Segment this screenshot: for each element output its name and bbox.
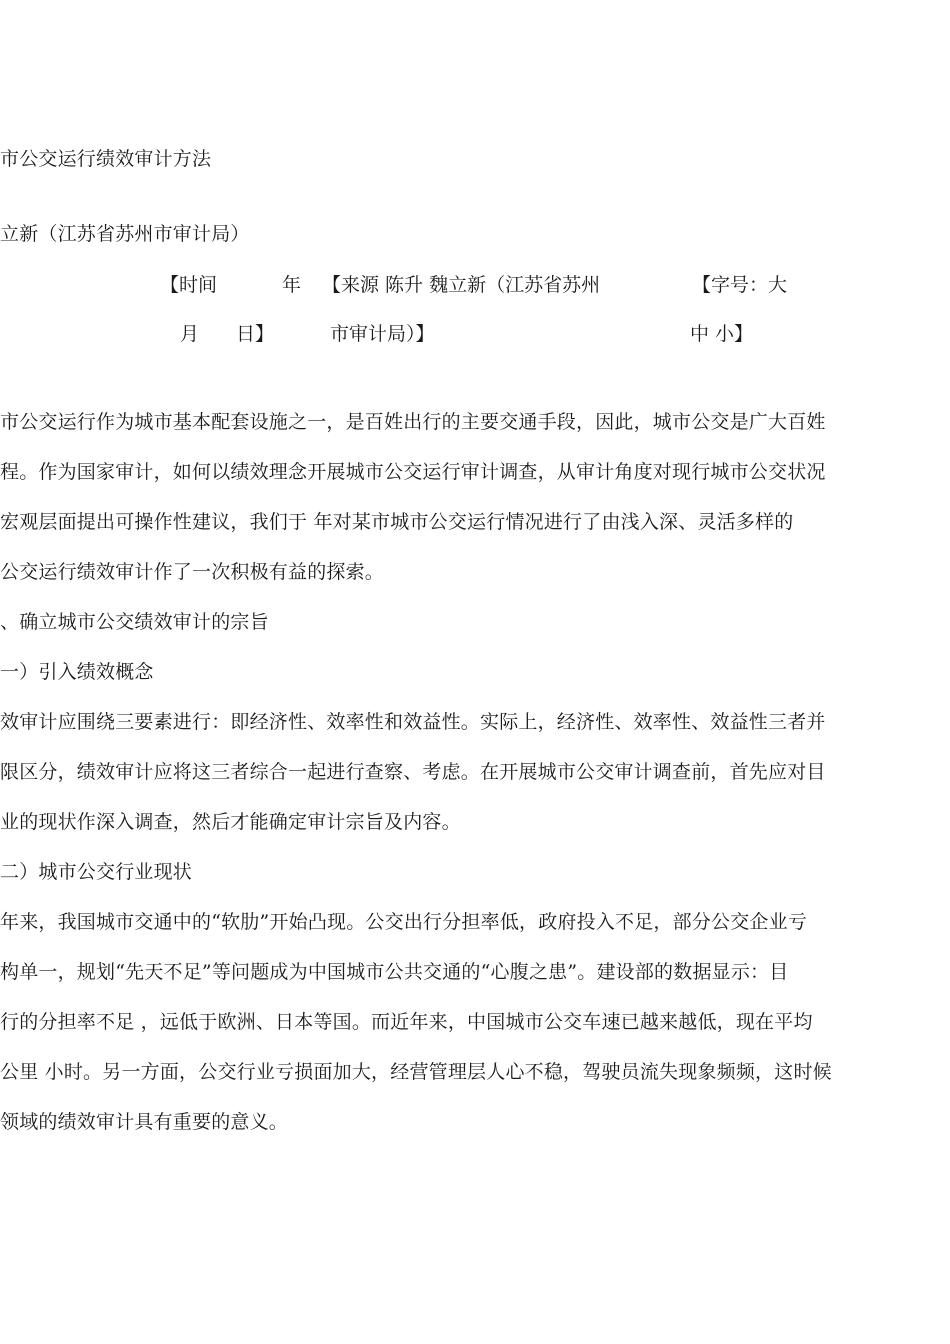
body-line: 限区分，绩效审计应将这三者综合一起进行查察、考虑。在开展城市公交审计调查前，首先应对目 [0, 761, 826, 783]
meta-time-year: 年 [282, 274, 302, 296]
meta-source: 【来源 陈升 魏立新（江苏省苏州 [322, 274, 601, 296]
section-heading: 、确立城市公交绩效审计的宗旨 [0, 611, 269, 633]
meta-font-size-options[interactable]: 中 小】 [690, 323, 754, 345]
meta-time-label: 【时间 [160, 274, 218, 296]
body-line: 领域的绩效审计具有重要的意义。 [0, 1111, 289, 1133]
body-line: 公交运行绩效审计作了一次积极有益的探索。 [0, 561, 385, 583]
meta-source-cont: 市审计局）】 [330, 323, 435, 345]
subsection-heading: 一）引入绩效概念 [0, 661, 154, 683]
author-line: 立新（江苏省苏州市审计局） [0, 223, 250, 245]
body-line: 效审计应围绕三要素进行：即经济性、效率性和效益性。实际上，经济性、效率性、效益性三者并 [0, 711, 826, 733]
body-line: 业的现状作深入调查，然后才能确定审计宗旨及内容。 [0, 811, 461, 833]
meta-font-size[interactable]: 【字号：大 [692, 274, 788, 296]
meta-time-day: 日】 [236, 323, 275, 345]
body-line: 公里 小时。另一方面，公交行业亏损面加大，经营管理层人心不稳，驾驶员流失现象频频，这时候 [0, 1061, 832, 1083]
meta-time-month: 月 [180, 323, 200, 345]
body-line: 年来，我国城市交通中的“软肋”开始凸现。公交出行分担率低，政府投入不足，部分公交企业亏 [0, 911, 808, 933]
document-title: 市公交运行绩效审计方法 [0, 148, 212, 170]
body-line: 行的分担率不足 ，远低于欧洲、日本等国。而近年来，中国城市公交车速已越来越低，现在平均 [0, 1011, 813, 1033]
body-line: 市公交运行作为城市基本配套设施之一，是百姓出行的主要交通手段，因此，城市公交是广大百姓 [0, 411, 826, 433]
body-line: 程。作为国家审计，如何以绩效理念开展城市公交运行审计调查，从审计角度对现行城市公交状况 [0, 461, 826, 483]
subsection-heading: 二）城市公交行业现状 [0, 861, 193, 883]
body-line: 宏观层面提出可操作性建议，我们于 年对某市城市公交运行情况进行了由浅入深、灵活多样的 [0, 511, 794, 533]
body-line: 构单一，规划“先天不足”等问题成为中国城市公共交通的“心腹之患”。建设部的数据显示：目 [0, 961, 789, 983]
